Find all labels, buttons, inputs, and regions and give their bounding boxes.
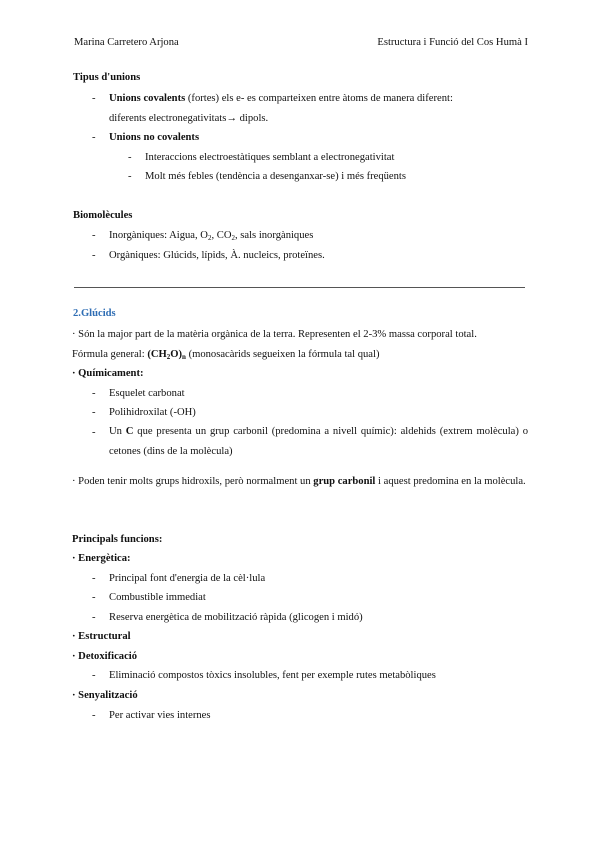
hydroxyl-text: · Poden tenir molts grups hidroxils, però normalment un — [72, 476, 314, 487]
bullet-dash: - — [92, 592, 96, 603]
function-signaling: · Senyalització — [72, 690, 138, 701]
carbonyl-item — [109, 422, 528, 462]
chemical-item: Esquelet carbonat — [109, 388, 185, 399]
hydroxyl-paragraph — [72, 472, 528, 492]
bullet-dash: - — [92, 230, 96, 241]
bullet-dash: - — [92, 670, 96, 681]
formula-note: (monosacàrids segueixen la fórmula tal qual) — [185, 349, 380, 360]
section-title-glucids: 2.Glúcids — [73, 308, 116, 319]
bullet-dash: - — [128, 171, 132, 182]
subscript: n — [182, 353, 186, 361]
horizontal-divider — [74, 287, 525, 288]
section-title-biomolecules: Biomolècules — [73, 210, 133, 221]
bullet-dash: - — [92, 407, 96, 418]
carbon-symbol: C — [125, 426, 134, 437]
carbonyl-text: que presenta un grup carbonil (predomina a nivell químic): aldehids (extrem molècula) o cetones (dins de la molècula) — [109, 426, 528, 457]
subscript: 2 — [166, 353, 171, 361]
bullet-dash: - — [92, 132, 96, 143]
energetic-item: Reserva energètica de mobilització ràpida (glicogen i midó) — [109, 612, 363, 623]
course-name: Estructura i Funció del Cos Humà I — [377, 37, 528, 48]
glucids-intro-paragraph — [72, 325, 528, 367]
formula-part: (CH — [147, 349, 167, 360]
bullet-dash: - — [92, 93, 96, 104]
formula-label: Fórmula general: — [72, 349, 148, 360]
inorganic-line — [109, 230, 313, 242]
author-name: Marina Carretero Arjona — [74, 37, 179, 48]
general-formula — [147, 349, 186, 360]
page-header — [74, 37, 528, 48]
bullet-dash: - — [92, 612, 96, 623]
glucids-intro-line1: · Són la major part de la matèria orgànica de la terra. Representen el 2-3% massa corporal total. — [72, 329, 477, 340]
noncovalent-item: Interaccions electroestàtiques semblant a electronegativitat — [145, 152, 395, 163]
energetic-item: Principal font d'energia de la cèl·lula — [109, 573, 266, 584]
formula-part: O) — [170, 349, 183, 360]
inorganic-text: , sals inorgàniques — [234, 230, 314, 241]
function-structural: · Estructural — [72, 631, 131, 642]
bullet-dash: - — [92, 427, 96, 438]
energetic-item: Combustible immediat — [109, 592, 206, 603]
carbonyl-text: Un — [109, 426, 126, 437]
function-energetic: · Energètica: — [72, 553, 131, 564]
inorganic-text: Inorgàniques: Aigua, O — [109, 230, 208, 241]
bullet-dash: - — [92, 388, 96, 399]
noncovalent-item: Molt més febles (tendència a desenganxar-se) i més freqüents — [145, 171, 407, 182]
carbonyl-group-term: grup carbonil — [313, 476, 376, 487]
covalent-paragraph — [109, 89, 528, 129]
noncovalent-label: Unions no covalents — [109, 132, 200, 143]
chemical-item: Polihidroxilat (-OH) — [109, 407, 196, 418]
subscript: 2 — [231, 234, 235, 242]
detox-item: Eliminació compostos tòxics insolubles, fent per exemple rutes metabòliques — [109, 670, 436, 681]
section-title-unions: Tipus d'unions — [73, 72, 141, 83]
organic-line: Orgàniques: Glúcids, lípids, À. nucleics, proteïnes. — [109, 250, 325, 261]
hydroxyl-text: i aquest predomina en la molècula. — [375, 476, 526, 487]
covalent-text-2: diferents electronegativitats→ dipols. — [109, 113, 269, 124]
functions-title: Principals funcions: — [72, 534, 163, 545]
covalent-label: Unions covalents — [109, 93, 186, 104]
inorganic-text: , CO — [211, 230, 232, 241]
covalent-text: (fortes) els e- es comparteixen entre àtoms de manera diferent: — [185, 93, 453, 104]
signaling-item: Per activar vies internes — [109, 710, 211, 721]
subscript: 2 — [207, 234, 212, 242]
bullet-dash: - — [92, 573, 96, 584]
bullet-dash: - — [128, 152, 132, 163]
function-detox: · Detoxificació — [72, 651, 138, 662]
bullet-dash: - — [92, 710, 96, 721]
chemical-label: · Químicament: — [72, 368, 144, 379]
bullet-dash: - — [92, 250, 96, 261]
